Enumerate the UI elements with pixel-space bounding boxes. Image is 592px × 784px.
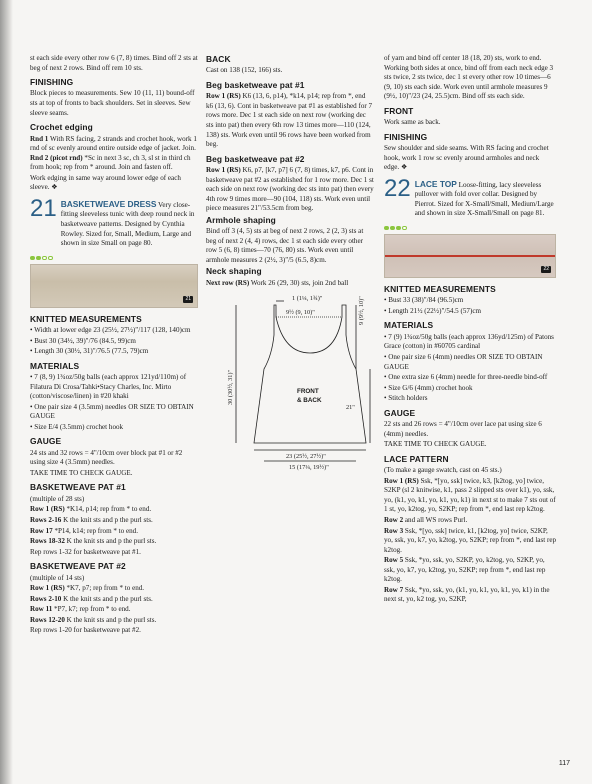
- pat1-rows: [30, 505, 198, 557]
- diag-side-label: 21": [346, 404, 355, 412]
- measurement-item: • Width at lower edge 23 (25½, 27½)"/117 (128, 140)cm: [30, 326, 191, 335]
- pat2-row: Rows 12-20 K the knit sts and p the purl sts.: [30, 615, 157, 624]
- knitted-measurements-list: [30, 326, 198, 357]
- basketweave-pat2-heading: BASKETWEAVE PAT #2: [30, 561, 126, 572]
- garment-outline: [254, 305, 366, 443]
- project-22-header: [384, 174, 556, 220]
- schematic-diagram: [206, 295, 374, 473]
- project-22-description: LACE TOP Loose-fitting, lacy sleeveless pullover with fold over collar. Designed by Pierrot. Sized for X-Small/Small, Medium/Large and shown in size X-Small/Small on page 81.: [414, 178, 554, 218]
- beg-pat1-text: Row 1 (RS) K6 (13, 6, p14), *k14, p14; rep from *, end k6 (13, 6). Cont in basketweave pat #1 as established for 7 rows more. Dec 1 st each side on next row (working dec sts into pat) then every 6th row 13 times more—110 (124, 138) sts. Work even until 96 rows have been worked from beg.: [206, 92, 373, 149]
- project-number-22: 22: [384, 174, 411, 202]
- measurement-item: • Bust 30 (34½, 39)"/76 (84.5, 99)cm: [30, 336, 136, 345]
- front-text: Work same as back.: [384, 118, 441, 127]
- swatch-red-stripe: [385, 255, 555, 257]
- knitted-measurements-heading-22: KNITTED MEASUREMENTS: [384, 284, 496, 294]
- gauge-check: TAKE TIME TO CHECK GAUGE.: [30, 468, 133, 477]
- swatch-label-22: 22: [543, 266, 549, 273]
- front-heading: FRONT: [384, 105, 414, 116]
- material-22-item: • One extra size 6 (4mm) needle for three-needle bind-off: [384, 373, 548, 382]
- pat2-row: Rows 2-10 K the knit sts and p the purl sts.: [30, 594, 153, 603]
- swatch-label: 21: [185, 295, 191, 302]
- pat1-row: Row 1 (RS) *K14, p14; rep from * to end.: [30, 505, 152, 514]
- crochet-edging-text: Rnd 1 With RS facing, 2 strands and crochet hook, work 1 rnd of sc evenly around entire outside edge of jacket. Join. Rnd 2 (picot rnd) *Sc in next 3 sc, ch 3, sl st in third ch from hook; rep from * around. Join and fasten off.: [30, 134, 197, 172]
- measurement-22-item: • Length 21½ (22½)"/54.5 (57)cm: [384, 306, 481, 315]
- material-22-item: • Size G/6 (4mm) crochet hook: [384, 383, 473, 392]
- pat1-row: Rows 18-32 K the knit sts and p the purl sts.: [30, 537, 157, 546]
- pat1-row: Rep rows 1-32 for basketweave pat #1.: [30, 547, 141, 556]
- materials-heading-22: MATERIALS: [384, 320, 434, 331]
- project-21-description: BASKETWEAVE DRESS Very close-fitting sleeveless tunic with deep round neck in basketweave patterns. Designed by Cynthia Rowley. Sized for, Small, Medium, Large and shown in size Small on page 80.: [60, 198, 195, 248]
- pat2-rows: [30, 584, 198, 636]
- column-3: [384, 54, 556, 606]
- beg-pat2-text: Row 1 (RS) K6, p7, [k7, p7] 6 (7, 8) times, k7, p6. Cont in basketweave pat #2 as established for 1 row more. Dec 1 st each side on next row (working dec sts into pat) then every 4th row 9 times more—90 (104, 118) sts. Work even until piece measures 21"/53.5cm from beg.: [206, 165, 374, 213]
- neck-cont-text: of yarn and bind off center 18 (18, 20) sts, work to end. Working both sides at once, bind off from each neck edge 3 sts twice, 2 sts twice, dec 1 st every other row 10 times—6 (9, 10) sts each side. Work even until armhole measures 9 (9½, 10)"/23 (24, 25.5)cm. Bind off sts each side.: [384, 54, 554, 101]
- back-heading: BACK: [206, 54, 231, 64]
- project-number: 21: [30, 194, 57, 222]
- finishing-heading-2: FINISHING: [384, 131, 428, 142]
- beg-basketweave-pat1-heading: Beg basketweave pat #1: [206, 79, 305, 90]
- yarn-swatch-image-22: [384, 234, 556, 278]
- diag-neck-label: 9½ (9, 10)": [286, 309, 315, 317]
- skill-level-dots: [30, 256, 198, 260]
- armhole-heading: Armhole shaping: [206, 214, 276, 225]
- gauge-text-22: 22 sts and 26 rows = 4"/10cm over lace pat using size 6 (4mm) needles.: [384, 420, 542, 438]
- material-item: • 7 (8, 9) 1¾oz/50g balls (each approx 121yd/110m) of Filatura Di Crosa/Tahki•Stacy Charles, Inc. Mirto (cotton/viscose/linen) in #20 khaki: [30, 373, 187, 401]
- lace-row: Row 3 Ssk, *[yo, ssk] twice, k1, [k2tog, yo] twice, S2KP, yo, ssk, yo, k7, yo, k2tog, yo, S2KP; rep from *, end last rep k2tog.: [384, 526, 557, 554]
- diag-front-label: FRONT: [297, 388, 319, 396]
- knitted-measurements-list-22: [384, 296, 556, 316]
- material-22-item: • Stitch holders: [384, 394, 428, 403]
- page-spine-shadow: [0, 0, 13, 784]
- gauge-heading: GAUGE: [30, 436, 62, 447]
- project-21-header: [30, 194, 198, 250]
- finishing-text: Block pieces to measurements. Sew 10 (11, 11) bound-off sts at top of fronts to back shoulders. Set in sleeves. Sew sleeve seams.: [30, 89, 195, 117]
- measurement-item: • Length 30 (30½, 31)"/76.5 (77.5, 79)cm: [30, 347, 149, 356]
- lace-row: Row 1 (RS) Ssk, *[yo, ssk] twice, k3, [k2tog, yo] twice, S2KP (sl 2 knitwise, k1, pass 2 slipped sts over k1), yo, ssk, yo, (k1, yo, k1, yo, k1, yo, k1) in next st to make 7 sts out of 1 st, yo, k2tog, yo, S2KP; rep from *, end last rep k2tog.: [384, 476, 556, 514]
- jacket-intro-text: st each side every other row 6 (7, 8) times. Bind off 2 sts at beg of next 2 rows. Bind off rem 10 sts.: [30, 54, 198, 72]
- diag-arm-label: 9 (9½, 10)": [358, 296, 365, 326]
- neck-heading: Neck shaping: [206, 266, 262, 277]
- page-number: 117: [558, 759, 570, 767]
- lace-pattern-heading: LACE PATTERN: [384, 453, 449, 464]
- diag-bottom2-label: 15 (17¼, 19½)": [289, 464, 329, 472]
- skill-level-dots-22: [384, 226, 556, 230]
- back-text: Cast on 138 (152, 166) sts.: [206, 66, 283, 75]
- pat1-multiple: (multiple of 28 sts): [30, 494, 85, 503]
- finishing-text-2: Sew shoulder and side seams. With RS facing and crochet hook, work 1 row sc evenly around armholes and neck edge. ❖: [384, 144, 549, 172]
- finishing-heading: FINISHING: [30, 77, 74, 88]
- gauge-text: 24 sts and 32 rows = 4"/10cm over block pat #1 or #2 using size 4 (3.5mm) needles.: [30, 448, 183, 467]
- column-1: [30, 54, 198, 637]
- material-item: • Size E/4 (3.5mm) crochet hook: [30, 422, 124, 431]
- pat1-row: Rows 2-16 K the knit sts and p the purl sts.: [30, 515, 153, 524]
- materials-list: [30, 373, 198, 432]
- diag-back-label: & BACK: [297, 397, 322, 405]
- material-item: • One pair size 4 (3.5mm) needles OR SIZE TO OBTAIN GAUGE: [30, 402, 194, 421]
- yarn-swatch-image: [30, 264, 198, 308]
- neck-text: Next row (RS) Work 26 (29, 30) sts, join 2nd ball: [206, 278, 349, 287]
- beg-basketweave-pat2-heading: Beg basketweave pat #2: [206, 153, 305, 164]
- lace-row: Row 2 and all WS rows Purl.: [384, 515, 468, 524]
- diag-bottom-label: 23 (25½, 27½)": [286, 453, 326, 461]
- lace-intro: (To make a gauge swatch, cast on 45 sts.): [384, 466, 502, 475]
- lace-row: Row 7 Ssk, *yo, ssk, yo, (k1, yo, k1, yo, k1, yo, k1) in the next st, yo, k2 tog, yo, S2KP,: [384, 585, 550, 604]
- diag-top-label: 1 (1¼, 1¾)": [292, 295, 323, 303]
- pat2-multiple: (multiple of 14 sts): [30, 573, 85, 582]
- pat2-row: Row 1 (RS) *K7, p7; rep from * to end.: [30, 584, 145, 593]
- pat2-row: Rep rows 1-20 for basketweave pat #2.: [30, 626, 141, 635]
- crochet-edging-heading: Crochet edging: [30, 122, 93, 133]
- pat2-row: Row 11 *P7, k7; rep from * to end.: [30, 605, 131, 614]
- lace-rows: [384, 477, 556, 605]
- crochet-edging-end: Work edging in same way around lower edge of each sleeve. ❖: [30, 173, 181, 192]
- lace-row: Row 5 Ssk, *yo, ssk, yo, S2KP, yo, k2tog, yo, S2KP, yo, ssk, yo, k7, yo, k2tog, yo, S2KP; rep from *, end last rep k2tog.: [384, 556, 546, 584]
- column-2: [206, 54, 374, 477]
- armhole-text: Bind off 3 (4, 5) sts at beg of next 2 rows, 2 (2, 3) sts at beg of next 2 (4, 4) rows, dec 1 st each side every other row 5 (6, 8) times—70 (76, 80) sts. Work even until armhole measures 2 (2½, 3)"/5 (6.5, 8)cm.: [206, 227, 364, 264]
- measurement-22-item: • Bust 33 (38)"/84 (96.5)cm: [384, 296, 464, 305]
- basketweave-pat1-heading: BASKETWEAVE PAT #1: [30, 482, 126, 493]
- materials-list-22: [384, 333, 556, 404]
- material-22-item: • 7 (9) 1¾oz/50g balls (each approx 136yd/125m) of Patons Grace (cotton) in #60705 cardinal: [384, 332, 554, 351]
- knitted-measurements-heading: KNITTED MEASUREMENTS: [30, 313, 142, 324]
- pat1-row: Row 17 *P14, k14; rep from * to end.: [30, 526, 138, 535]
- material-22-item: • One pair size 6 (4mm) needles OR SIZE TO OBTAIN GAUGE: [384, 352, 543, 371]
- diag-length-label: 30 (30½, 31)": [227, 370, 234, 406]
- materials-heading: MATERIALS: [30, 360, 80, 371]
- gauge-check-22: TAKE TIME TO CHECK GAUGE.: [384, 440, 487, 449]
- gauge-heading-22: GAUGE: [384, 407, 416, 418]
